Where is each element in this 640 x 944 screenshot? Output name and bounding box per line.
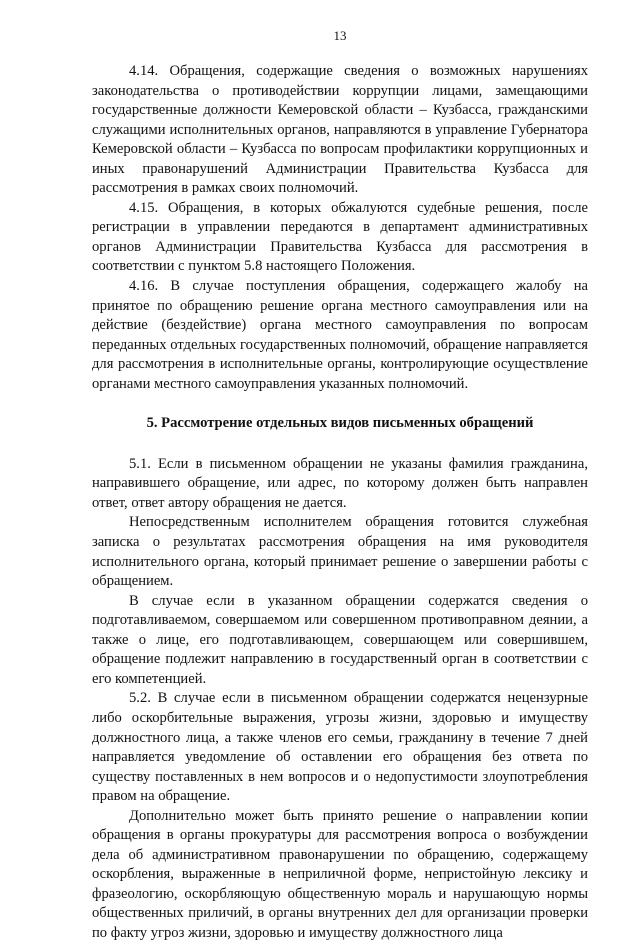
paragraph-5-1: 5.1. Если в письменном обращении не указаны фамилия гражданина, направившего обращение, или адрес, по которому должен быть направлен ответ, ответ автору обращения не дается. <box>92 455 588 511</box>
paragraph-4-15: 4.15. Обращения, в которых обжалуются судебные решения, после регистрации в управлении передаются в департамент административных органов Администрации Правительства Кузбасса для рассмотрения в соответствии с пунктом 5.8 настоящего Положения. <box>92 199 588 275</box>
paragraph-5-2: 5.2. В случае если в письменном обращении содержатся нецензурные либо оскорбительные выражения, угрозы жизни, здоровью и имуществу должностного лица, а также членов его семьи, гражданину в течение 7 дней направляется уведомление об оставлении его обращения без ответа по существу поставленных в нем вопросов и о недопустимости злоупотребления правом на обращение. <box>92 690 588 805</box>
paragraph-5-2-additional: Дополнительно может быть принято решение о направлении копии обращения в органы прокуратуры для рассмотрения вопроса о возбуждении дела об административном правонарушении по обращению, содержащему оскорбления, выраженные в неприличной форме, непристойную лексику и фразеологию, оскорбляющую общественную мораль и нарушающую нормы общественных приличий, в органы внутренних дел для организации проверки по факту угроз жизни, здоровью и имуществу должностного лица <box>92 807 588 941</box>
page-number: 13 <box>333 28 347 43</box>
paragraph-4-14: 4.14. Обращения, содержащие сведения о возможных нарушениях законодательства о противодействии коррупции лицами, замещающими государственные должности Кемеровской области – Кузбасса, гражданскими служащими исполнительных органов, направляются в управление Губернатора Кемеровской области – Кузбасса по вопросам профилактики коррупционных и иных правонарушений Администрации Правительства Кузбасса для рассмотрения в рамках своих полномочий. <box>92 63 588 197</box>
paragraph-4-16: 4.16. В случае поступления обращения, содержащего жалобу на принятое по обращению решение органа местного самоуправления или на действие (бездействие) органа местного самоуправления по вопросам переданных отдельных государственных полномочий, обращение направляется для рассмотрения в исполнительные органы, контролирующие осуществление органами местного самоуправления указанных полномочий. <box>92 278 588 392</box>
paragraph-5-1-unlawful-act: В случае если в указанном обращении содержатся сведения о подготавливаемом, совершаемом или совершенном противоправном деянии, а также о лице, его подготавливающем, совершающем или совершившем, обращение подлежит направлению в государственный орган в соответствии с его компетенцией. <box>92 592 588 687</box>
paragraph-5-1-memo: Непосредственным исполнителем обращения готовится служебная записка о результатах рассмотрения обращения на имя руководителя исполнительного органа, который принимает решение о завершении работы с обращением. <box>92 514 588 590</box>
section-heading: 5. Рассмотрение отдельных видов письменных обращений <box>146 415 534 432</box>
